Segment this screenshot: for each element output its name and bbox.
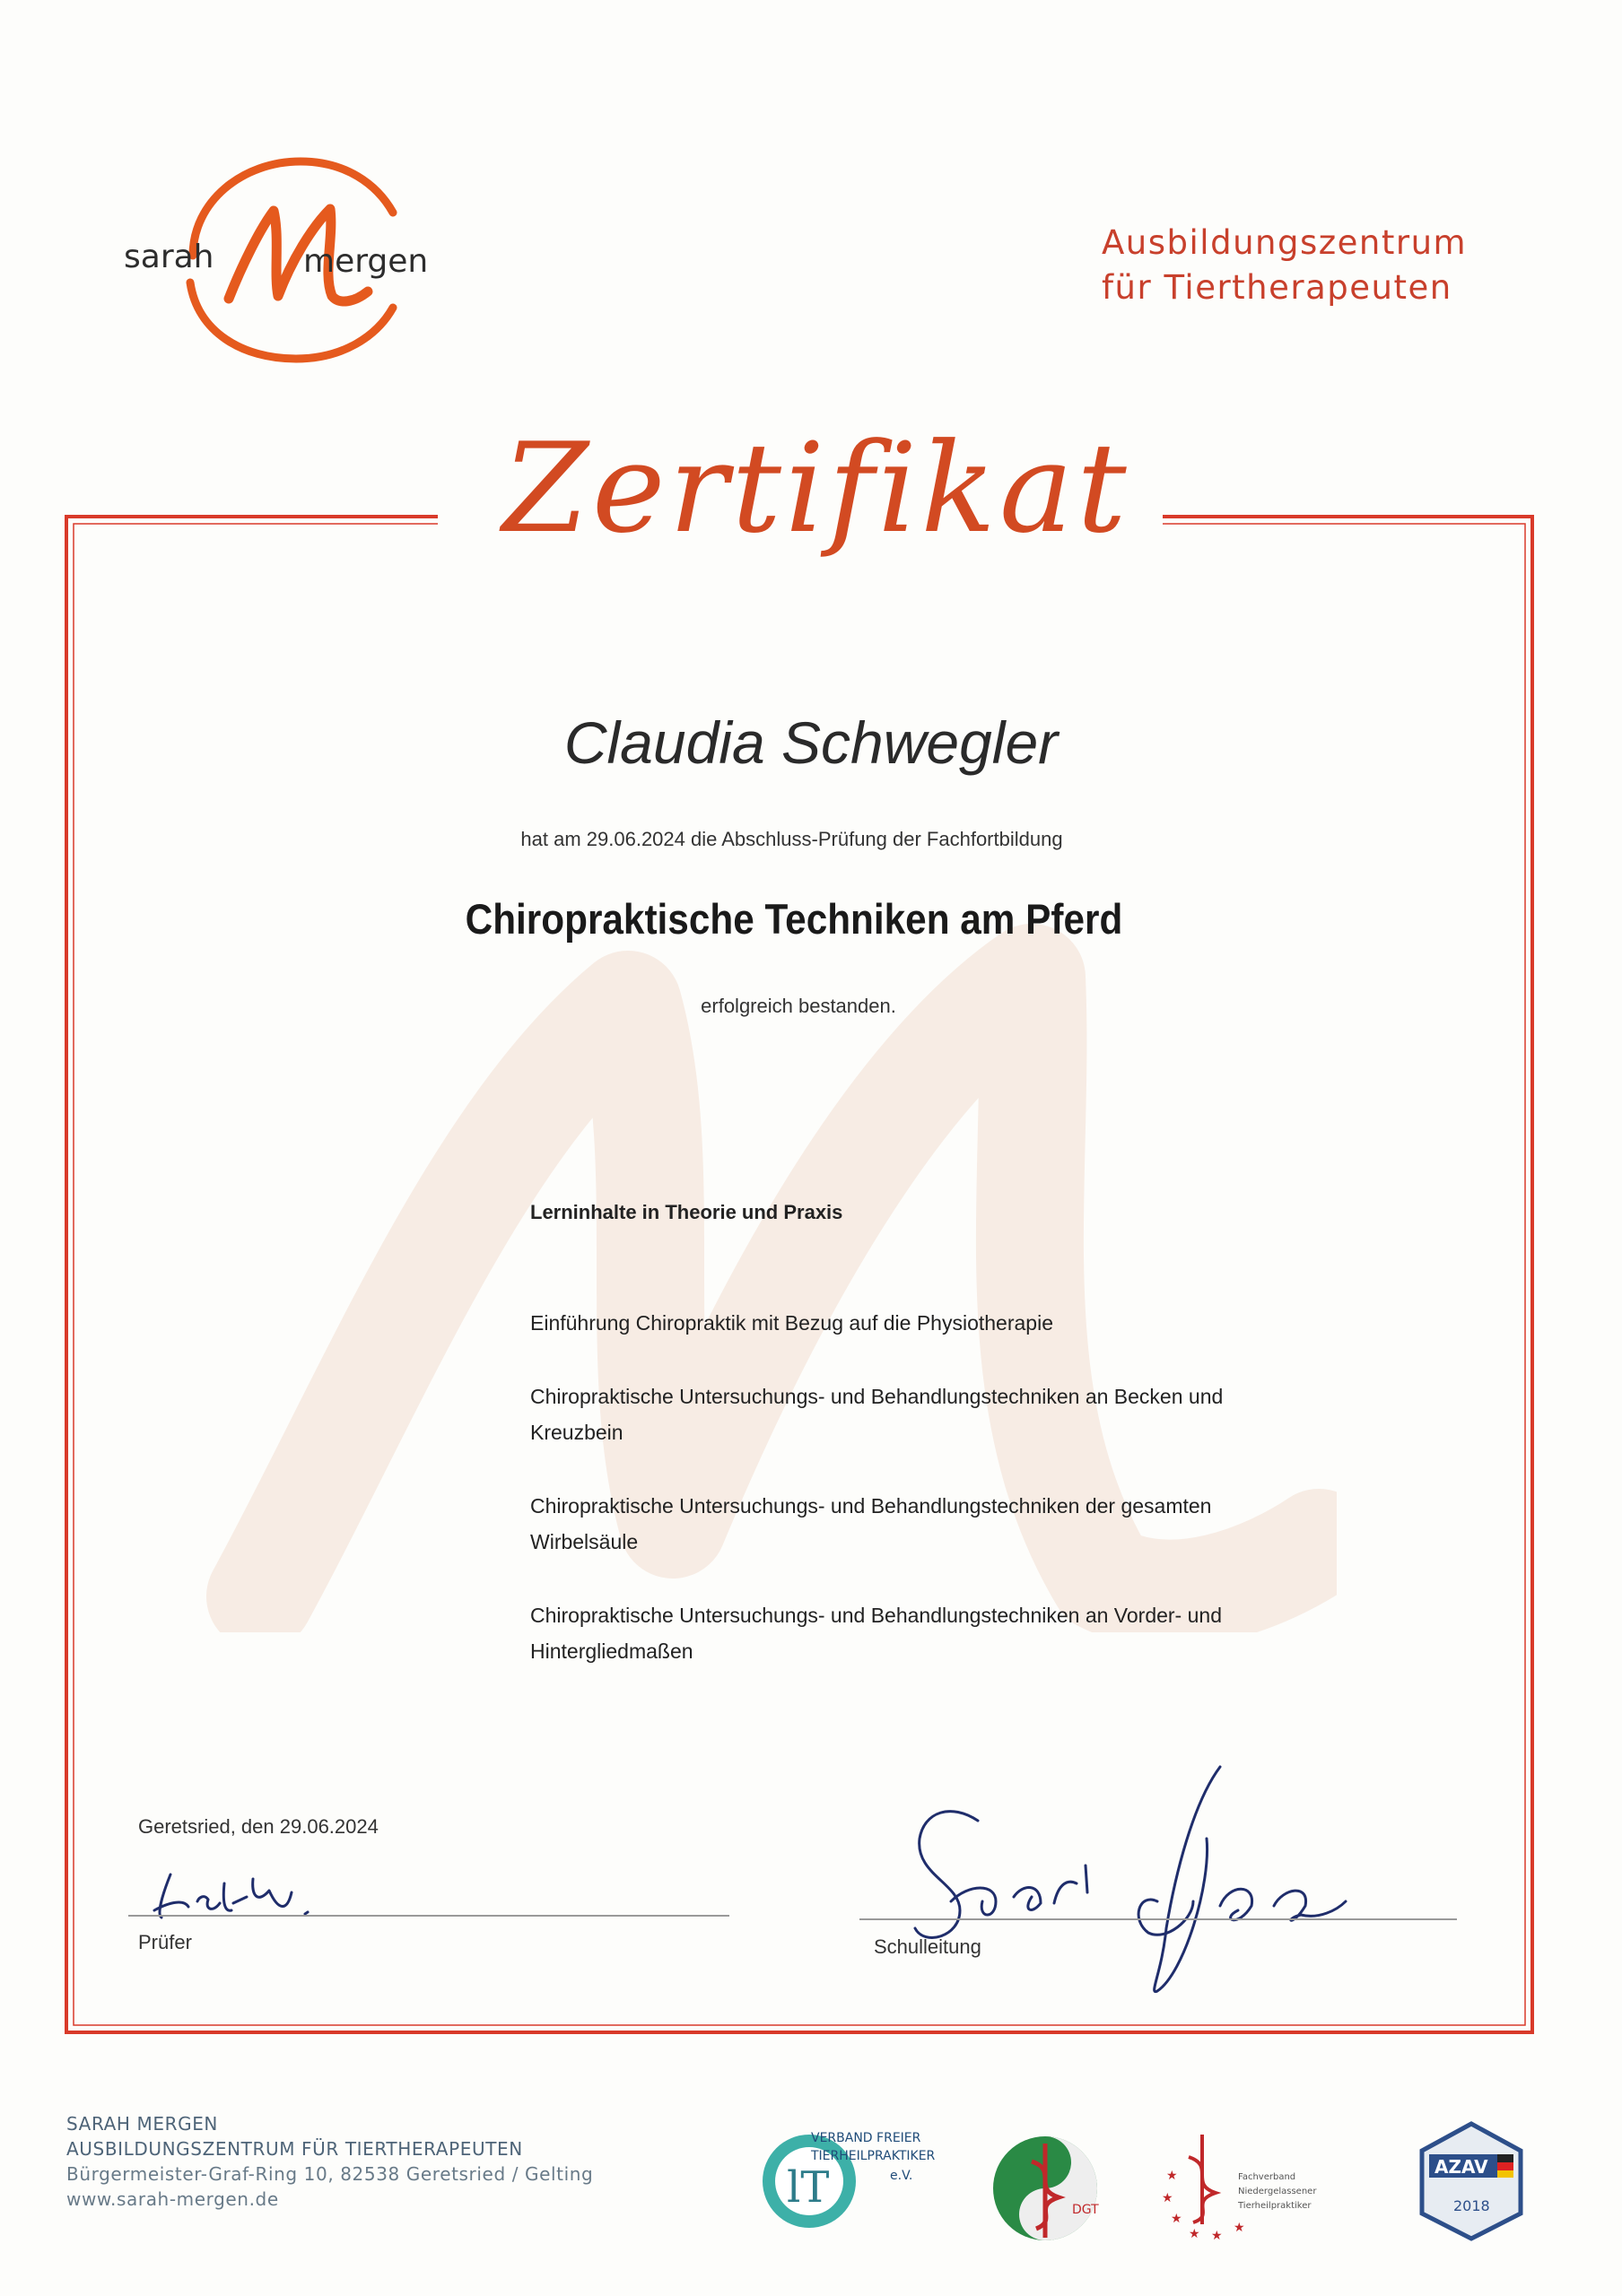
academy-heading xyxy=(1039,221,1469,310)
svg-text:★: ★ xyxy=(1189,2227,1200,2241)
list-item: Einführung Chiropraktik mit Bezug auf die Physiotherapie xyxy=(530,1311,1053,1335)
list-item: Chiropraktische Untersuchungs- und Behandlungstechniken an Vorder- und Hintergliedmaßen xyxy=(530,1604,1222,1663)
logo-last-name: mergen xyxy=(303,243,429,280)
svg-text:★: ★ xyxy=(1166,2169,1178,2183)
contents-list xyxy=(530,1305,1320,1707)
svg-text:★: ★ xyxy=(1162,2191,1173,2205)
fnt-line-2: Niedergelassener xyxy=(1238,2187,1317,2196)
footer-address xyxy=(66,2111,593,2212)
azav-year: 2018 xyxy=(1453,2197,1490,2214)
list-item: Chiropraktische Untersuchungs- und Behandlungstechniken der gesamten Wirbelsäule xyxy=(530,1494,1212,1553)
recipient-name: Claudia Schwegler xyxy=(563,709,1059,776)
academy-line-2: für Tiertherapeuten xyxy=(1102,268,1452,307)
vft-line-1: VERBAND FREIER xyxy=(811,2131,921,2145)
examiner-signature-line xyxy=(128,1915,729,1917)
footer-company: SARAH MERGEN xyxy=(66,2113,218,2135)
certificate-title: Zertifikat xyxy=(502,416,1130,561)
fnt-line-3: Tierheilpraktiker xyxy=(1238,2201,1312,2211)
management-label: Schulleitung xyxy=(874,1935,981,1958)
logo-first-name: sarah xyxy=(124,239,214,275)
sarah-mergen-logo xyxy=(108,148,467,372)
footer-website: www.sarah-mergen.de xyxy=(66,2188,279,2210)
fnt-line-1: Fachverband xyxy=(1238,2172,1296,2182)
management-signature-line xyxy=(859,1918,1457,1920)
svg-text:lT: lT xyxy=(787,2162,830,2213)
fnt-badge xyxy=(1153,2108,1368,2242)
course-title: Chiropraktische Techniken am Pferd xyxy=(465,895,1123,943)
azav-badge xyxy=(1404,2108,1539,2242)
vft-line-2: TIERHEILPRAKTIKER xyxy=(811,2149,936,2163)
svg-text:★: ★ xyxy=(1211,2229,1223,2242)
svg-text:★: ★ xyxy=(1234,2221,1245,2235)
azav-label: AZAV xyxy=(1435,2156,1488,2178)
dgt-label: DGT xyxy=(1072,2203,1099,2217)
footer-street: Bürgermeister-Graf-Ring 10, 82538 Geretsried / Gelting xyxy=(66,2163,594,2185)
examiner-label: Prüfer xyxy=(138,1931,192,1953)
contents-heading: Lerninhalte in Theorie und Praxis xyxy=(530,1201,843,1223)
intro-text: hat am 29.06.2024 die Abschluss-Prüfung der Fachfortbildung xyxy=(520,828,1063,850)
management-signature xyxy=(897,1749,1364,2009)
svg-text:★: ★ xyxy=(1171,2212,1182,2226)
academy-line-1: Ausbildungszentrum xyxy=(1102,223,1468,262)
result-text: erfolgreich bestanden. xyxy=(701,995,896,1017)
place-date: Geretsried, den 29.06.2024 xyxy=(138,1815,379,1838)
vft-badge xyxy=(755,2108,949,2242)
vft-line-3: e.V. xyxy=(890,2169,913,2183)
footer-subtitle: AUSBILDUNGSZENTRUM FÜR TIERTHERAPEUTEN xyxy=(66,2138,523,2160)
dgt-badge xyxy=(987,2108,1112,2242)
list-item: Chiropraktische Untersuchungs- und Behandlungstechniken an Becken und Kreuzbein xyxy=(530,1385,1224,1444)
